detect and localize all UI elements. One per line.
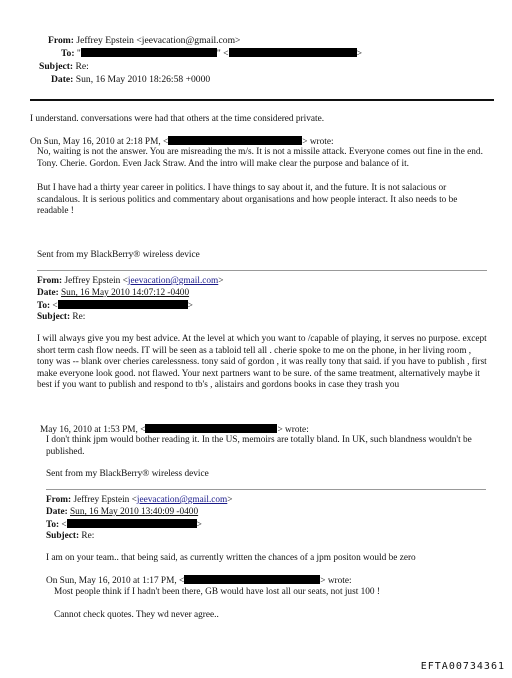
header-2-from <box>37 276 224 288</box>
from-label: From: <box>37 276 63 286</box>
quote-intro-end: > wrote: <box>302 137 334 147</box>
header-2-to <box>37 300 193 313</box>
quote-intro-start: May 16, 2010 at 1:53 PM, < <box>40 425 146 435</box>
subject-label: Subject: <box>37 312 71 322</box>
redaction-box <box>184 575 320 584</box>
top-from-line <box>48 35 240 47</box>
top-subject-line <box>39 61 89 73</box>
from-label: From: <box>46 495 72 505</box>
date-value: Sun, 16 May 2010 13:40:09 -0400 <box>70 507 199 517</box>
header-3-to <box>46 519 202 532</box>
quote-1-para-1: No, waiting is not the answer. You are misreading the m/s. It is not a missile attack. Everyone comes out fine in the end. Tony. Cherie. Gordon. Even Jack Straw. And the intro will make clear the purpose and balance of it. <box>37 147 483 169</box>
quote-3-intro <box>46 575 352 588</box>
to-value-mid: " < <box>216 48 229 59</box>
header-divider <box>30 99 494 101</box>
quote-3-para-1: Most people think if I hadn't been there, GB would have lost all our seats, not just 100 ! <box>54 587 380 597</box>
redaction-box <box>58 300 188 309</box>
to-label: To: <box>61 48 75 59</box>
redaction-box <box>145 424 277 433</box>
to-value-end: > <box>356 48 362 59</box>
from-value-end: > <box>227 495 233 505</box>
redaction-box <box>168 136 302 145</box>
from-value-end: > <box>218 276 224 286</box>
top-date-line <box>51 74 210 86</box>
subject-value: Re: <box>75 61 89 72</box>
quote-intro-start: On Sun, May 16, 2010 at 1:17 PM, < <box>46 576 185 586</box>
from-label: From: <box>48 35 74 46</box>
date-label: Date: <box>46 507 68 517</box>
subject-value: Re: <box>81 531 95 541</box>
reply-1-text: I understand. conversations were had that others at the time considered private. <box>30 114 325 124</box>
to-value-start: < <box>61 520 67 530</box>
header-2-date <box>37 288 189 300</box>
from-email-link[interactable]: jeevacation@gmail.com <box>127 276 219 286</box>
from-value: Jeffrey Epstein <jeevacation@gmail.com> <box>76 35 241 46</box>
header-3-from <box>46 495 233 507</box>
from-email-link[interactable]: jeevacation@gmail.com <box>136 495 228 505</box>
subject-label: Subject: <box>39 61 74 72</box>
to-value-start: < <box>52 301 58 311</box>
document-id: EFTA00734361 <box>420 661 505 672</box>
quote-2-signature: Sent from my BlackBerry® wireless device <box>46 469 209 479</box>
from-value-start: Jeffrey Epstein < <box>64 276 128 286</box>
redaction-box <box>67 519 197 528</box>
quote-1-signature: Sent from my BlackBerry® wireless device <box>37 250 200 260</box>
to-value-end: > <box>196 520 202 530</box>
quote-divider <box>46 489 486 490</box>
quote-2-para-1: I don't think jpm would bother reading it. In the US, memoirs are totally bland. In UK, such blandness wouldn't be published. <box>46 435 472 457</box>
date-label: Date: <box>51 74 74 85</box>
header-3-subject <box>46 531 94 543</box>
to-value-end: > <box>187 301 193 311</box>
redaction-box <box>229 48 357 57</box>
quote-1-para-2: But I have had a thirty year career in politics. I have things to say about it, and the future. It is not salacious or scandalous. It is serious politics and commentary about organisations and how people interact. It also needs to be readable ! <box>37 183 458 216</box>
header-3-date <box>46 507 198 519</box>
top-to-line <box>61 48 362 60</box>
to-label: To: <box>46 520 60 530</box>
subject-label: Subject: <box>46 531 80 541</box>
body-2-text: I will always give you my best advice. At the level at which you want to /capable of playing, it serves no purpose. except short term cash flow needs. IT will be seen as a tabloid tell all . cherie spoke to me on the phone, in her living room , tony was -- blank over cheries carelessness. tony said of gordon , it was really tony that said. if you have to publish , first make everyone look good. not flawed. Your next partners want to be sure. of the same treatment, alternatively maybe it best if you want to publish and respond to tb's , alistairs and gordons books in case they trash you <box>37 334 487 390</box>
subject-value: Re: <box>72 312 86 322</box>
quote-intro-end: > wrote: <box>320 576 352 586</box>
header-2-subject <box>37 312 85 324</box>
redaction-box <box>81 48 217 57</box>
quote-intro-start: On Sun, May 16, 2010 at 2:18 PM, < <box>30 137 169 147</box>
date-value: Sun, 16 May 2010 18:26:58 +0000 <box>75 74 211 85</box>
body-3-text: I am on your team.. that being said, as currently written the chances of a jpm positon would be zero <box>46 553 416 563</box>
date-value: Sun, 16 May 2010 14:07:12 -0400 <box>61 288 190 298</box>
date-label: Date: <box>37 288 59 298</box>
quote-3-para-2: Cannot check quotes. They wd never agree.. <box>54 610 219 620</box>
from-value-start: Jeffrey Epstein < <box>73 495 137 505</box>
quote-intro-end: > wrote: <box>277 425 309 435</box>
quote-divider <box>37 270 487 271</box>
to-label: To: <box>37 301 51 311</box>
to-value-start: " <box>76 48 81 59</box>
